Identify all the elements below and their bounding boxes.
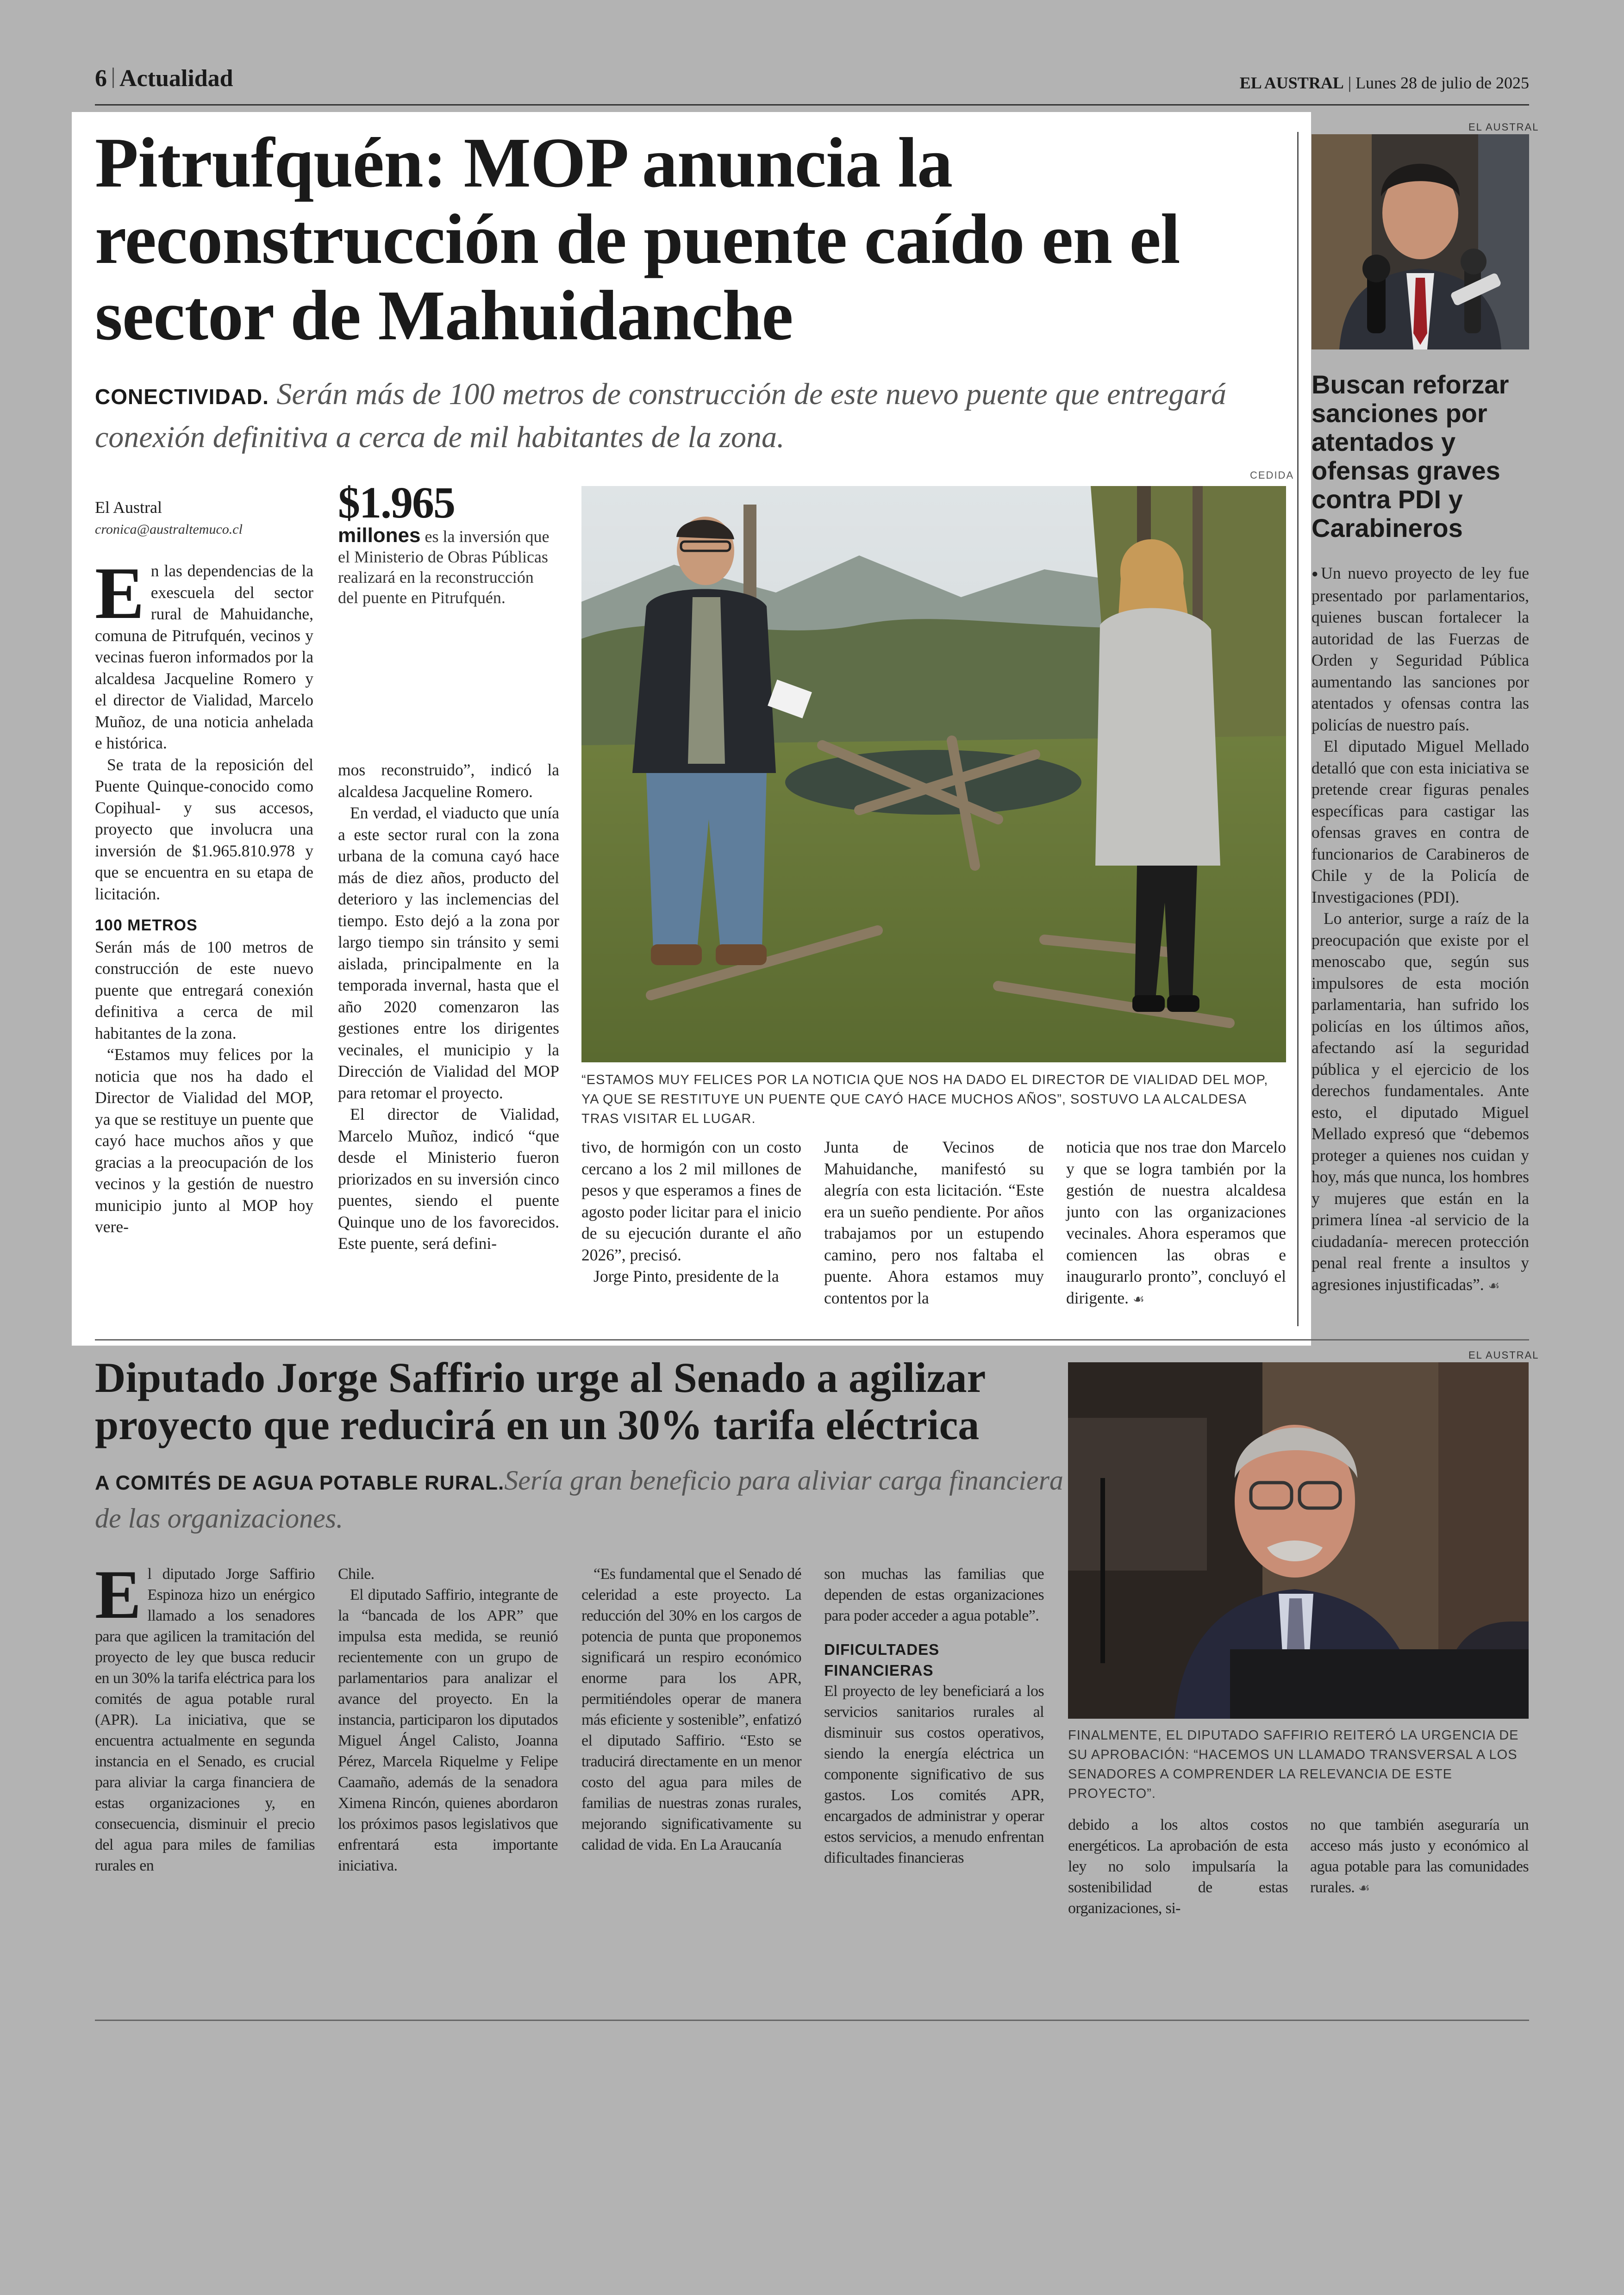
main-kicker bbox=[95, 374, 1275, 458]
second-col-4 bbox=[824, 1564, 1044, 1868]
second-headline: Diputado Jorge Saffirio urge al Senado a agilizar proyecto que reducirá en un 30% tarifa eléctrica bbox=[95, 1354, 985, 1448]
sidebar-photo-credit: EL AUSTRAL bbox=[1468, 121, 1539, 133]
main-col1-p1: n las dependencias de la exescuela del sector rural de Mahuidanche, comuna de Pitrufquén, vecinos y vecinas fueron informados por la alcaldesa Jacqueline Romero y el director de Vialidad, Marcelo Muñoz, de una noticia anhelada e histórica. bbox=[95, 561, 313, 752]
main-col3-p2: Jorge Pinto, presidente de la bbox=[593, 1267, 779, 1285]
main-col1-p4: “Estamos muy felices por la noticia que nos ha dado el Director de Vialidad del MOP, ya que se restituye un puente que cayó hace muchos años y que gracias a la preocupación de los vecinos y la gestión de nuestro municipio junto al MOP hoy vere- bbox=[95, 1045, 313, 1236]
byline-email[interactable]: cronica@australtemuco.cl bbox=[95, 522, 243, 537]
main-col3-p1: tivo, de hormigón con un costo cercano a los 2 mil millones de pesos y que esperamos a fines de agosto poder licitar para el inicio de su ejecución durante el año 2026”, precisó. bbox=[581, 1138, 801, 1264]
byline bbox=[95, 496, 243, 541]
drop-cap: E bbox=[95, 552, 144, 634]
issue-date: Lunes 28 de julio de 2025 bbox=[1355, 74, 1529, 92]
second-col-6 bbox=[1310, 1815, 1529, 1898]
sidebar-body bbox=[1312, 562, 1529, 1297]
highlight-text: es la inversión que el Ministerio de Obras Públicas realizará en la reconstrucción del puente en Pitrufquén. bbox=[338, 527, 550, 607]
second-col-2 bbox=[338, 1564, 558, 1876]
second-col1-p1: l diputado Jorge Saffirio Espinoza hizo un enérgico llamado a los senadores para que agilicen la tramitación del proyecto de ley que busca reducir en un 30% la tarifa eléctrica para los comités de agua potable rural (APR). La iniciativa, que se encuentra actualmente en segunda instancia en el Senado, es crucial para aliviar la carga financiera de estas organizaciones y, en consecuencia, disminuir el precio del agua para miles de familias rurales en bbox=[95, 1565, 315, 1874]
sidebar-end-mark-icon: ☙ bbox=[1488, 1278, 1500, 1293]
second-col-3 bbox=[581, 1564, 801, 1855]
bullet-icon: ● bbox=[1312, 568, 1321, 580]
subhead-100-metros: 100 METROS bbox=[95, 917, 198, 934]
main-col-1 bbox=[95, 552, 313, 1238]
second-kicker-label: A COMITÉS DE AGUA POTABLE RURAL. bbox=[95, 1472, 505, 1494]
section-name: Actualidad bbox=[119, 65, 233, 92]
main-col1-p3: Serán más de 100 metros de construcción de este nuevo puente que entregará conexión definitiva a cerca de mil habitantes de la zona. bbox=[95, 937, 313, 1042]
main-col-3 bbox=[581, 1136, 801, 1287]
second-end-mark-icon: ☙ bbox=[1358, 1880, 1370, 1896]
second-col2-p1: Chile. bbox=[338, 1565, 375, 1583]
page-header-right: EL AUSTRAL | Lunes 28 de julio de 2025 bbox=[1239, 74, 1529, 92]
sidebar-p3: Lo anterior, surge a raíz de la preocupación que existe por el menoscabo que, según sus impulsores de esta moción parlamentaria, han sufrido los policías en los últimos años, afectando así la seguridad pública y el ejercicio de los derechos fundamentales. Ante esto, el diputado Miguel Mellado expresó que “debemos proteger a quienes nos cuidan y hoy, más que nunca, los hombres y mujeres que están en la primera línea -al servicio de la ciudadanía- merecen protección penal real frente a insultos y agresiones injustificadas”. bbox=[1312, 909, 1529, 1294]
main-headline: Pitrufquén: MOP anuncia la reconstrucción de puente caído en el sector de Mahuidanche bbox=[95, 124, 1180, 355]
second-photo-credit: EL AUSTRAL bbox=[1468, 1349, 1539, 1361]
sidebar-p1: Un nuevo proyecto de ley fue presentado por parlamentarios, quienes buscan fortalecer la autoridad de las Fuerzas de Orden y Seguridad Pública aumentando las sanciones por atentados y ofensas contra las policías de nuestro país. bbox=[1312, 564, 1530, 734]
second-kicker bbox=[95, 1463, 1067, 1536]
highlight-unit: millones bbox=[338, 524, 421, 547]
second-col5-p1: debido a los altos costos energéticos. La aprobación de esta ley no solo impulsaría la sostenibilidad de estas organizaciones, si- bbox=[1068, 1816, 1288, 1917]
subhead-dificultades: DIFICULTADES FINANCIERAS bbox=[824, 1641, 940, 1679]
byline-name: El Austral bbox=[95, 498, 162, 517]
main-col5-p1: noticia que nos trae don Marcelo y que se logra también por la gestión de nuestra alcaldesa junto con las organizaciones vecinales. Ahora esperamos que comiencen las obras e inaugurarlo pronto”, concluyó el dirigente. bbox=[1066, 1138, 1286, 1307]
second-col4-p1: son muchas las familias que dependen de estas organizaciones para poder acceder a agua potable”. bbox=[824, 1565, 1044, 1624]
highlight-text-block bbox=[338, 525, 556, 608]
second-col2-p2: El diputado Saffirio, integrante de la “bancada de los APR” que impulsa esta medida, se reunió recientemente con un grupo de parlamentarios para analizar el avance del proyecto. En la instancia, participaron los diputados Miguel Ángel Calisto, Joanna Pérez, Marcela Riquelme y Felipe Caamaño, además de la senadora Ximena Rincón, quienes abordaron los próximos pasos legislativos que enfrentará esta importante iniciativa. bbox=[338, 1586, 558, 1874]
photo-credit: CEDIDA bbox=[1250, 469, 1294, 481]
main-col4-p1: Junta de Vecinos de Mahuidanche, manifestó su alegría con esta licitación. “Este era un sueño pendiente. Por años trabajamos por un estupendo camino, pero nos faltaba el puente. Ahora estamos muy contentos por la bbox=[824, 1138, 1044, 1307]
sidebar-title: Buscan reforzar sanciones por atentados y ofensas graves contra PDI y Carabineros bbox=[1312, 370, 1509, 543]
sidebar-portrait-photo bbox=[1312, 134, 1529, 349]
bridge-site-photo bbox=[581, 486, 1286, 1062]
main-photo-caption: “ESTAMOS MUY FELICES POR LA NOTICIA QUE NOS HA DADO EL DIRECTOR DE VIALIDAD DEL MOP, YA QUE SE RESTITUYE UN PUENTE QUE CAYÓ HACE MUCHOS AÑOS”, SOSTUVO LA ALCALDESA TRAS VISITAR EL LUGAR. bbox=[581, 1073, 1268, 1126]
saffirio-photo bbox=[1068, 1362, 1529, 1719]
page-header-left bbox=[95, 65, 233, 92]
sidebar-p2: El diputado Miguel Mellado detalló que con esta iniciativa se pretende crear figuras penales específicas para castigar las ofensas graves en contra de funcionarios de Carabineros de Chile y de la Policía de Investigaciones (PDI). bbox=[1312, 737, 1529, 906]
main-col-4 bbox=[824, 1136, 1044, 1309]
newspaper-name: EL AUSTRAL bbox=[1239, 74, 1344, 92]
article-divider bbox=[95, 1339, 1529, 1341]
page-bottom-rule bbox=[95, 2020, 1529, 2021]
second-col3-p1: “Es fundamental que el Senado dé celeridad a este proyecto. La reducción del 30% en los cargos de potencia de punta que proponemos significará un respiro económico enorme para los APR, permitiéndoles operar de manera más eficiente y sostenible”, enfatizó el diputado Saffirio. “Esto se traducirá directamente en un menor costo del agua para miles de familias de nuestras zonas rurales, mejorando significativamente su calidad de vida. En La Araucanía bbox=[581, 1565, 801, 1853]
main-col2-p2: En verdad, el viaducto que unía a este sector rural con la zona urbana de la comuna cayó hace más de diez años, producto del deterioro y las inclemencias del tiempo. Esto dejó a la zona por largo tiempo sin tránsito y semi aislada, principalmente en la temporada invernal, hasta que el año 2020 comenzaron las gestiones entre los dirigentes vecinales, el municipio y la Dirección de Vialidad del MOP para retomar el proyecto. bbox=[338, 804, 559, 1102]
page-number: 6 bbox=[95, 65, 107, 92]
second-drop-cap: E bbox=[95, 1556, 141, 1633]
highlight-figure: $1.965 bbox=[338, 478, 455, 527]
main-col2-p1: mos reconstruido”, indicó la alcaldesa Jacqueline Romero. bbox=[338, 761, 559, 801]
second-col6-p1: no que también aseguraría un acceso más justo y económico al agua potable para las comunidades rurales. bbox=[1310, 1816, 1529, 1896]
main-col-5 bbox=[1066, 1136, 1286, 1310]
main-col2-p3: El director de Vialidad, Marcelo Muñoz, indicó “que desde el Ministerio fueron priorizados en su inversión cinco puentes, siendo el puente Quinque uno de los favorecidos. Este puente, será defini- bbox=[338, 1105, 559, 1253]
second-col-1 bbox=[95, 1556, 315, 1876]
sidebar-divider bbox=[1297, 132, 1299, 1326]
main-col1-p2: Se trata de la reposición del Puente Quinque-conocido como Copihual- y sus accesos, proyecto que involucra una inversión de $1.965.810.978 y que se encuentra en su etapa de licitación. bbox=[95, 755, 313, 903]
main-kicker-label: CONECTIVIDAD. bbox=[95, 385, 269, 409]
main-kicker-text: Serán más de 100 metros de construcción de este nuevo puente que entregará conexión definitiva a cerca de mil habitantes de la zona. bbox=[95, 377, 1227, 454]
second-photo-caption: FINALMENTE, EL DIPUTADO SAFFIRIO REITERÓ LA URGENCIA DE SU APROBACIÓN: “HACEMOS UN LLAMADO TRANSVERSAL A LOS SENADORES A COMPRENDER LA RELEVANCIA DE ESTE PROYECTO”. bbox=[1068, 1728, 1519, 1801]
second-col-5 bbox=[1068, 1815, 1288, 1919]
main-col-2 bbox=[338, 759, 559, 1254]
header-separator bbox=[112, 68, 114, 88]
end-mark-icon: ☙ bbox=[1132, 1291, 1145, 1307]
second-col4-p2: El proyecto de ley beneficiará a los servicios sanitarios rurales al disminuir sus costos operativos, siendo la energía eléctrica un componente significativo de sus gastos. Los comités APR, encargados de administrar y operar estos servicios, a menudo enfrentan dificultades financieras bbox=[824, 1683, 1044, 1866]
header-rule bbox=[95, 104, 1529, 106]
second-kicker-text: Sería gran beneficio para aliviar carga financiera de las organizaciones. bbox=[95, 1465, 1063, 1534]
